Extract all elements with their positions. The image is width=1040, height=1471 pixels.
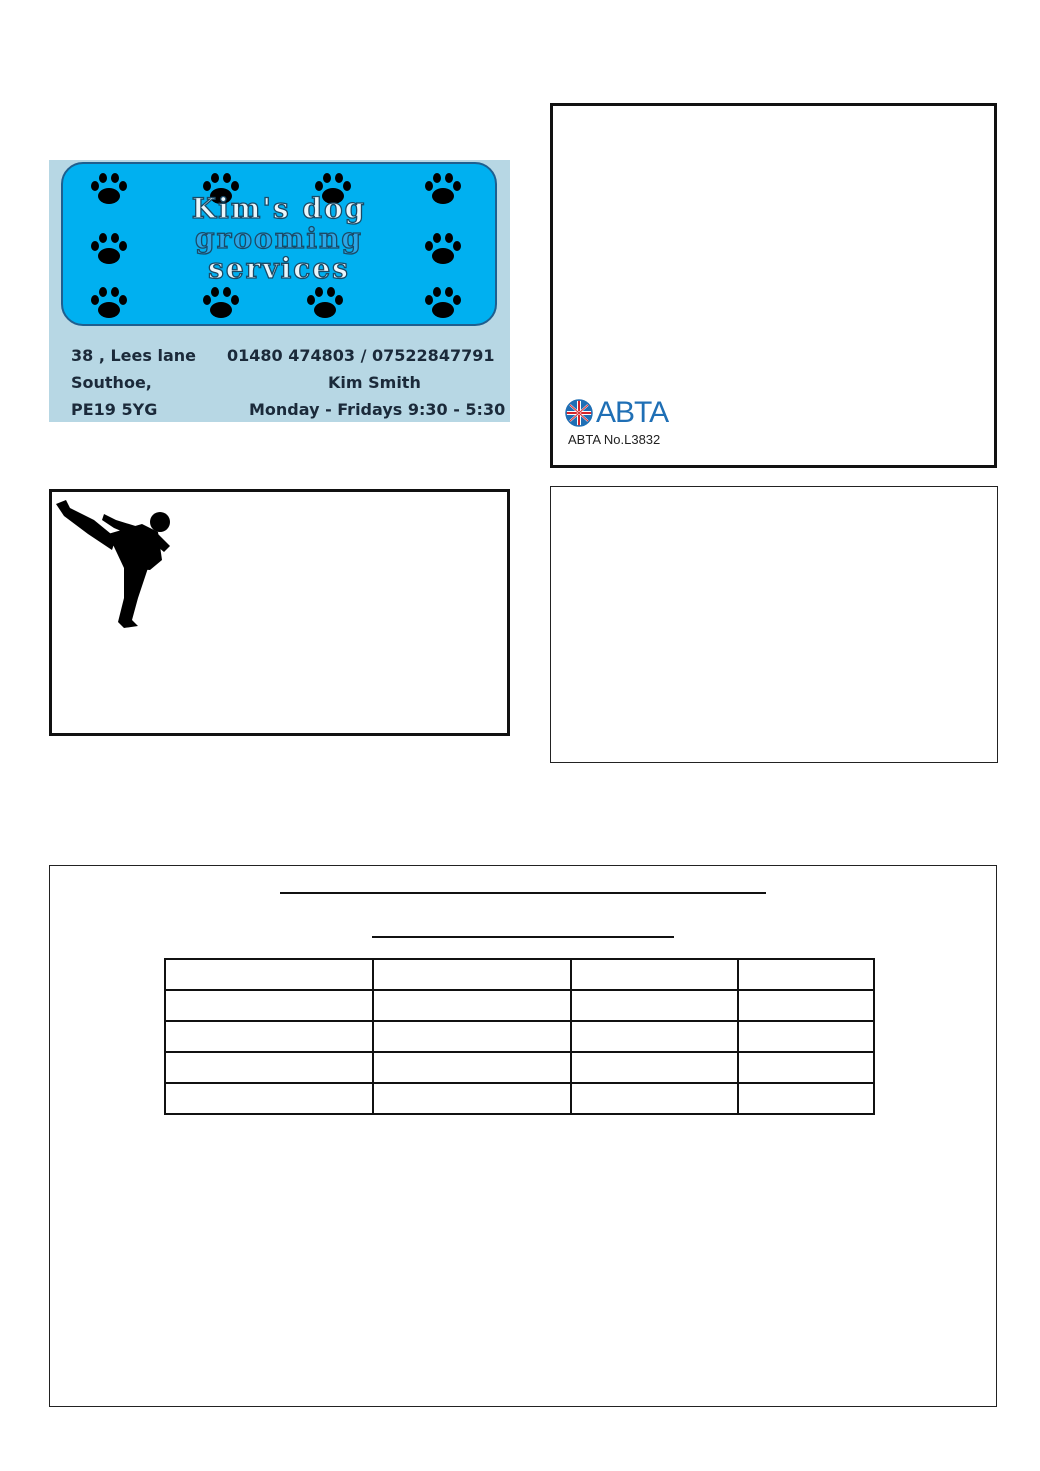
table-cell xyxy=(165,1083,373,1114)
table-cell xyxy=(373,1052,571,1083)
table-cell xyxy=(738,1083,874,1114)
paw-icon xyxy=(423,286,463,320)
heading-rule xyxy=(280,892,766,894)
schedule-box xyxy=(49,865,997,1407)
table-cell xyxy=(571,1052,738,1083)
dog-ad-phone: 01480 474803 / 07522847791 xyxy=(227,346,495,365)
dog-ad-hours: Monday - Fridays 9:30 - 5:30 xyxy=(249,400,506,419)
table-cell xyxy=(165,1052,373,1083)
abta-advert-box xyxy=(550,103,997,468)
table-cell xyxy=(165,1021,373,1052)
abta-logo-text: ABTA xyxy=(596,396,669,429)
table-cell xyxy=(738,959,874,990)
table-cell xyxy=(738,1021,874,1052)
schedule-table xyxy=(164,958,875,1115)
dog-ad-address-line3: PE19 5YG xyxy=(71,400,158,419)
table-cell xyxy=(373,990,571,1021)
dog-ad-title-line2: grooming xyxy=(195,222,363,255)
abta-logo xyxy=(565,398,668,428)
subheading-rule xyxy=(372,936,674,938)
table-cell xyxy=(373,1021,571,1052)
globe-icon xyxy=(565,399,593,427)
paw-icon xyxy=(201,286,241,320)
abta-number: ABTA No.L3832 xyxy=(568,432,661,447)
dog-ad-title-panel xyxy=(61,162,497,326)
table-cell xyxy=(571,1083,738,1114)
table-cell xyxy=(373,959,571,990)
dog-ad-address-line1: 38 , Lees lane xyxy=(71,346,196,365)
dog-ad-title-line1: Kim's dog xyxy=(191,192,367,225)
table-cell xyxy=(373,1083,571,1114)
dog-ad-title-line3: services xyxy=(208,252,350,285)
dog-grooming-ad xyxy=(49,160,510,422)
karate-silhouette-icon xyxy=(54,498,176,630)
dog-ad-address-line2: Southoe, xyxy=(71,373,152,392)
table-row xyxy=(165,1021,874,1052)
table-row xyxy=(165,1052,874,1083)
table-cell xyxy=(738,990,874,1021)
table-cell xyxy=(738,1052,874,1083)
dog-ad-contact-name: Kim Smith xyxy=(328,373,421,392)
table-cell xyxy=(165,990,373,1021)
paw-icon xyxy=(89,286,129,320)
empty-advert-box xyxy=(550,486,998,763)
table-row xyxy=(165,959,874,990)
table-cell xyxy=(165,959,373,990)
table-cell xyxy=(571,990,738,1021)
table-row xyxy=(165,1083,874,1114)
table-row xyxy=(165,990,874,1021)
table-cell xyxy=(571,1021,738,1052)
karate-advert-box xyxy=(49,489,510,736)
paw-icon xyxy=(305,286,345,320)
table-cell xyxy=(571,959,738,990)
